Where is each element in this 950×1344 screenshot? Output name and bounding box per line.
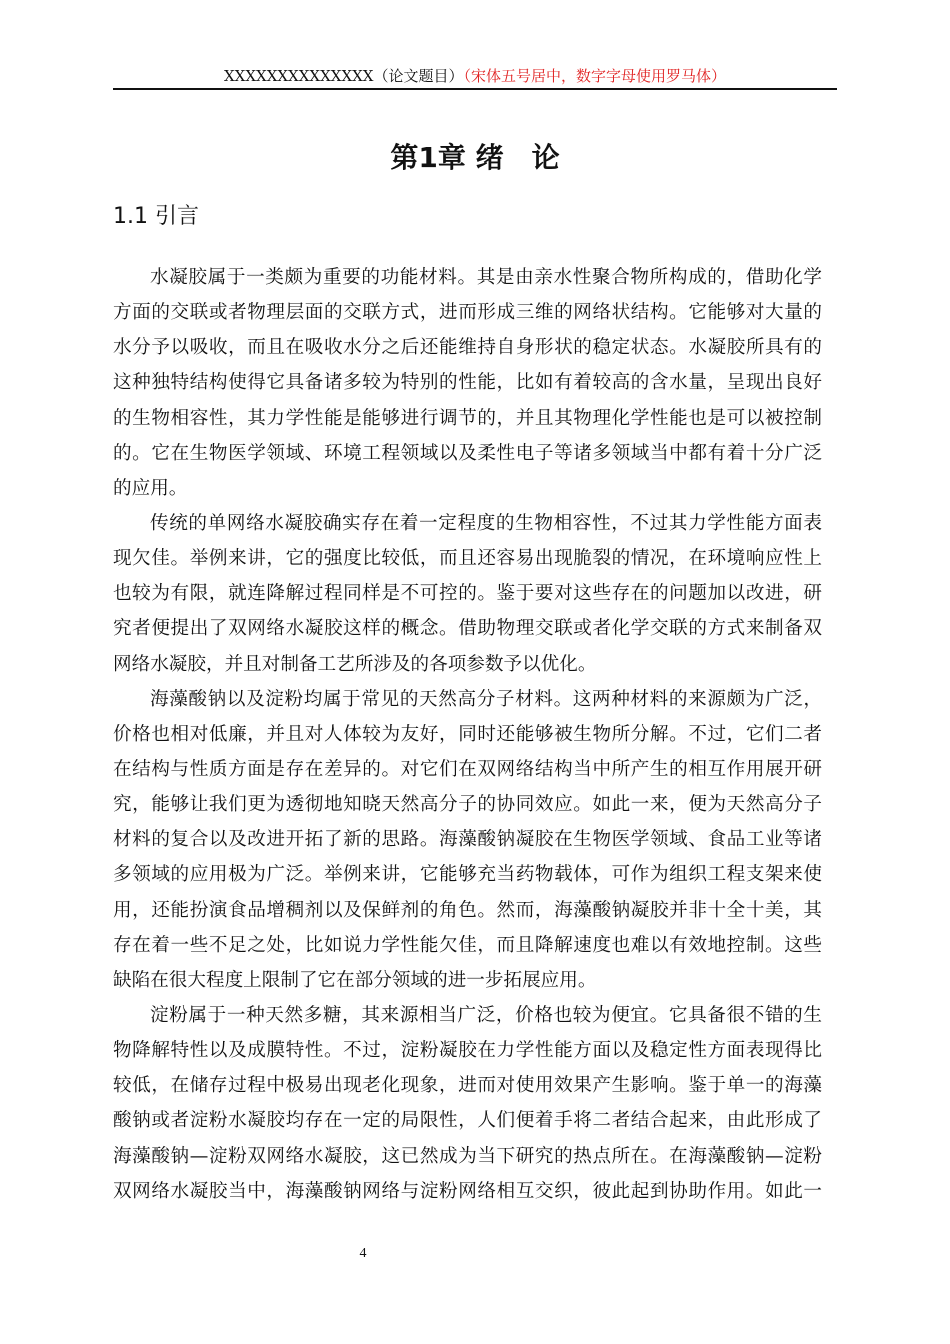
- body-text: [113, 260, 822, 1209]
- header-rule: [113, 88, 837, 90]
- text-line: 水凝胶属于一类颇为重要的功能材料。其是由亲水性聚合物所构成的，借助化学: [150, 267, 822, 288]
- text-line: 究，能够让我们更为透彻地知晓天然高分子的协同效应。如此一来，便为天然高分子: [113, 794, 822, 816]
- text-line: 物降解特性以及成膜特性。不过，淀粉凝胶在力学性能方面以及稳定性方面表现得比: [113, 1040, 822, 1062]
- text-line: 传统的单网络水凝胶确实存在着一定程度的生物相容性，不过其力学性能方面表: [150, 512, 822, 534]
- header-format-note: （宋体五号居中，数字字母使用罗马体）: [463, 67, 727, 85]
- text-line: 海藻酸钠以及淀粉均属于常见的天然高分子材料。这两种材料的来源颇为广泛，: [150, 688, 822, 710]
- text-line: 的生物相容性，其力学性能是能够进行调节的，并且其物理化学性能也是可以被控制: [113, 407, 822, 429]
- text-line: 这种独特结构使得它具备诸多较为特别的性能，比如有着较高的含水量，呈现出良好: [113, 372, 822, 394]
- text-line: 的。它在生物医学领域、环境工程领域以及柔性电子等诸多领域当中都有着十分广泛: [113, 442, 822, 464]
- text-line: 较低，在储存过程中极易出现老化现象，进而对使用效果产生影响。鉴于单一的海藻: [113, 1075, 822, 1097]
- header-title: XXXXXXXXXXXXXX（论文题目）: [223, 67, 464, 85]
- text-line: 存在着一些不足之处，比如说力学性能欠佳，而且降解速度也难以有效地控制。这些: [113, 934, 822, 956]
- text-line: 淀粉属于一种天然多糖，其来源相当广泛，价格也较为便宜。它具备很不错的生: [150, 1004, 822, 1026]
- text-line: 酸钠或者淀粉水凝胶均存在一定的局限性，人们便着手将二者结合起来，由此形成了: [113, 1110, 822, 1132]
- text-line: 网络水凝胶，并且对制备工艺所涉及的各项参数予以优化。: [113, 653, 597, 675]
- text-line: 用，还能扮演食品增稠剂以及保鲜剂的角色。然而，海藻酸钠凝胶并非十全十美，其: [113, 899, 822, 921]
- text-line: 现欠佳。举例来讲，它的强度比较低，而且还容易出现脆裂的情况，在环境响应性上: [113, 548, 822, 570]
- text-line: 究者便提出了双网络水凝胶这样的概念。借助物理交联或者化学交联的方式来制备双: [113, 618, 822, 640]
- text-line: 水分予以吸收，而且在吸收水分之后还能维持自身形状的稳定状态。水凝胶所具有的: [113, 337, 822, 359]
- text-line: 缺陷在很大程度上限制了它在部分领域的进一步拓展应用。: [113, 969, 597, 991]
- text-line: 材料的复合以及改进开拓了新的思路。海藻酸钠凝胶在生物医学领域、食品工业等诸: [113, 829, 822, 851]
- section-title: 1.1 引言: [113, 204, 199, 229]
- text-line: 也较为有限，就连降解过程同样是不可控的。鉴于要对这些存在的问题加以改进，研: [113, 583, 822, 605]
- text-line: 的应用。: [113, 477, 188, 499]
- chapter-title: 第1章 绪 论: [390, 141, 560, 174]
- text-line: 海藻酸钠—淀粉双网络水凝胶，这已然成为当下研究的热点所在。在海藻酸钠—淀粉: [113, 1145, 822, 1167]
- text-line: 在结构与性质方面是存在差异的。对它们在双网络结构当中所产生的相互作用展开研: [113, 758, 822, 780]
- paragraph: [113, 682, 822, 998]
- paragraph: [113, 506, 822, 682]
- paragraph: [113, 998, 822, 1209]
- running-header: [113, 66, 837, 86]
- paragraph: [113, 260, 822, 506]
- text-line: 价格也相对低廉，并且对人体较为友好，同时还能够被生物所分解。不过，它们二者: [113, 723, 822, 745]
- text-line: 方面的交联或者物理层面的交联方式，进而形成三维的网络状结构。它能够对大量的: [113, 302, 822, 324]
- page-number: 4: [359, 1246, 367, 1261]
- text-line: 双网络水凝胶当中，海藻酸钠网络与淀粉网络相互交织，彼此起到协助作用。如此一: [113, 1180, 822, 1202]
- text-line: 多领域的应用极为广泛。举例来讲，它能够充当药物载体，可作为组织工程支架来使: [113, 864, 822, 886]
